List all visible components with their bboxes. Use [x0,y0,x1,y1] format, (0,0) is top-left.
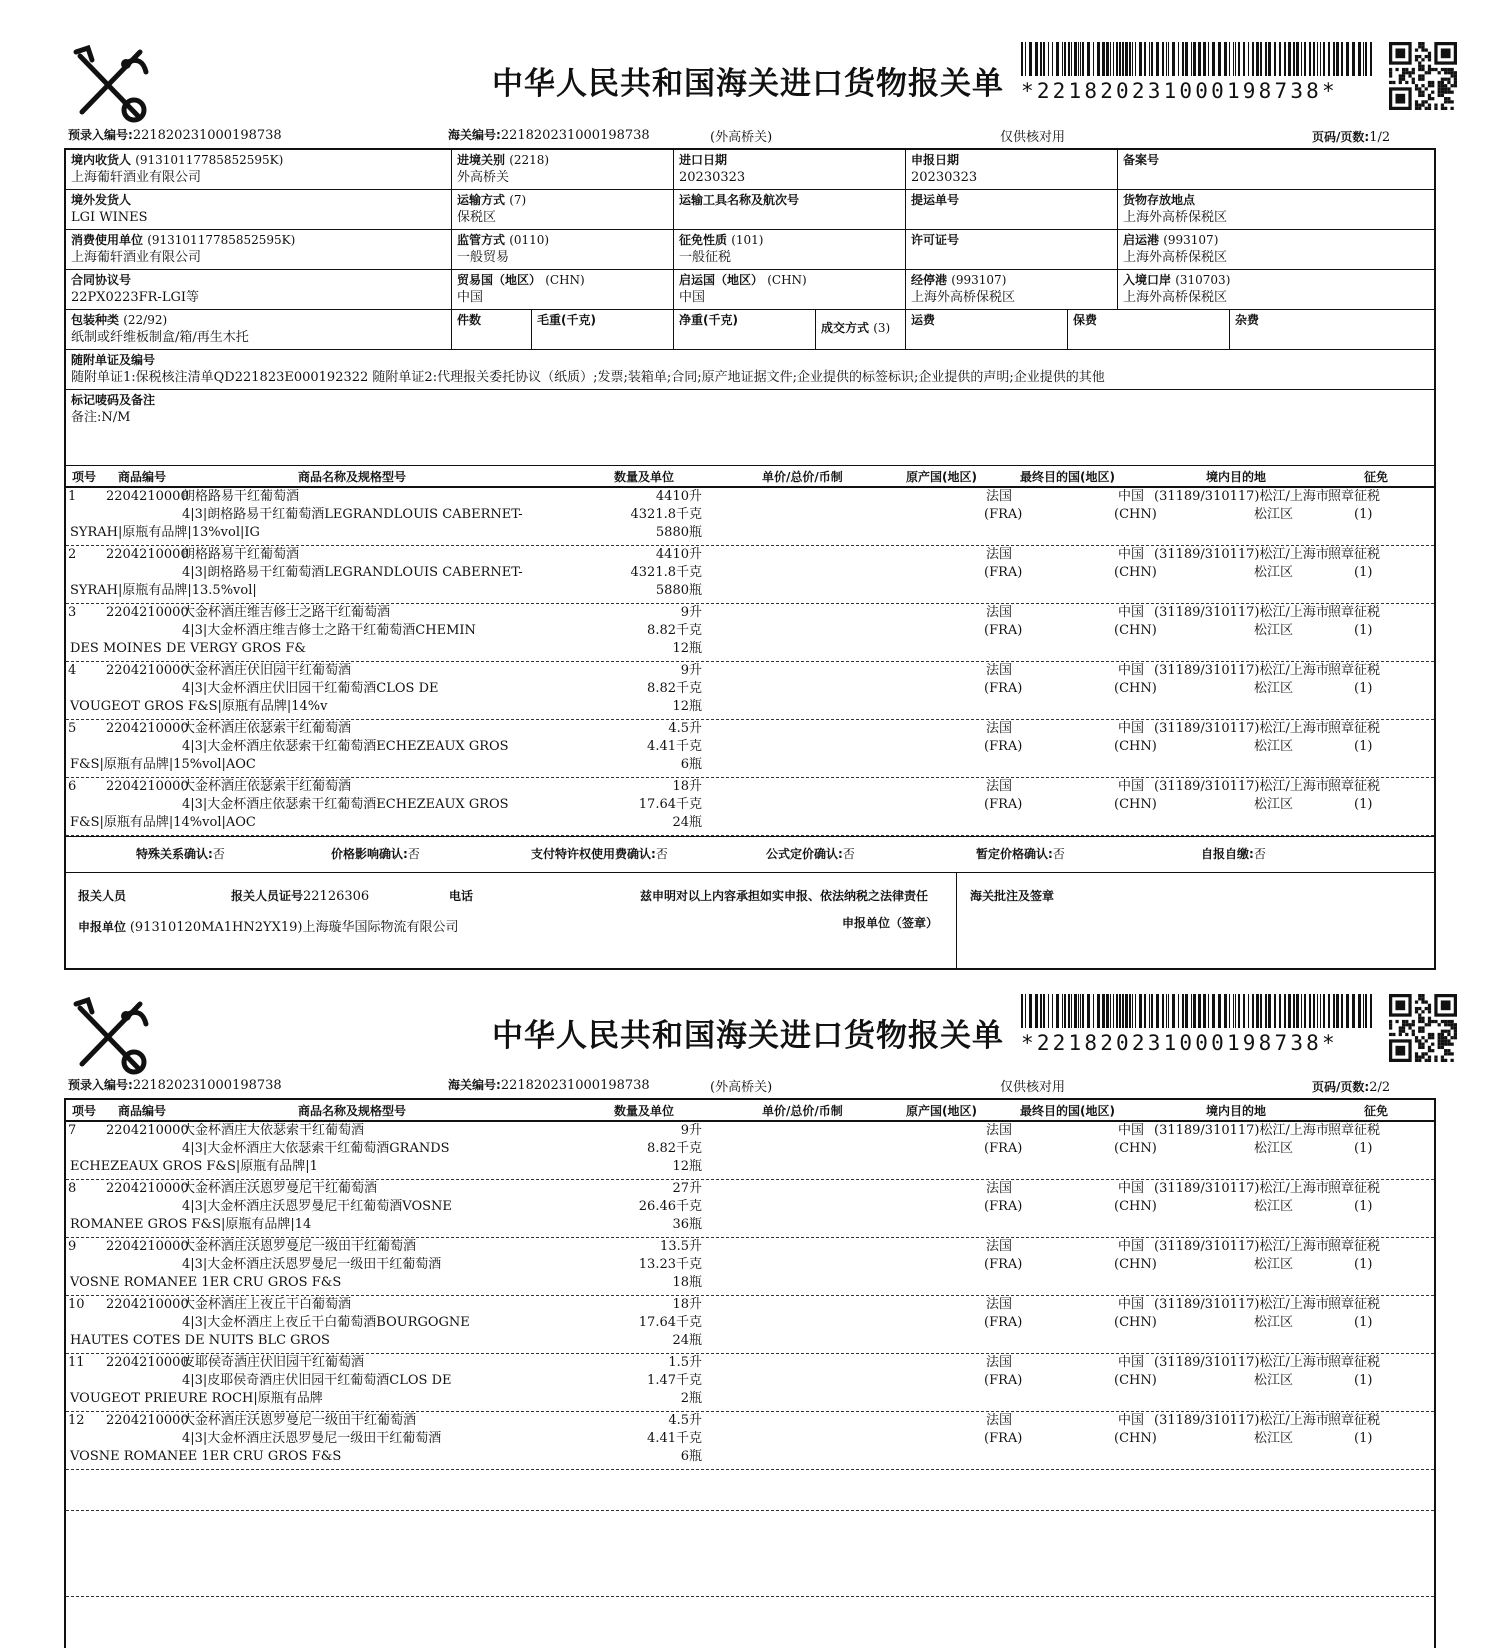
royalty-confirm: 支付特许权使用费确认:否 [531,847,668,861]
item-origin: 法国 [986,663,1013,678]
item-name: 大金杯酒庄依瑟索干红葡萄酒 [182,721,352,736]
item-origin-code: (FRA) [984,739,1023,754]
item-levy-code: (1) [1354,681,1373,696]
vessel-cell: 运输工具名称及航次号 [674,190,906,230]
item-code: 2204210000 [106,1181,189,1196]
shipper-value: LGI WINES [71,210,148,225]
marks-cell: 标记唛码及备注 备注:N/M [66,390,1434,466]
item-levy-code: (1) [1354,1199,1373,1214]
item-code: 2204210000 [106,489,189,504]
item-dest: 中国 [1118,1355,1145,1370]
item-name: 大金杯酒庄沃恩罗曼尼一级田干红葡萄酒 [182,1239,417,1254]
item-origin-code: (FRA) [984,623,1023,638]
table-row [66,604,1434,662]
item-origin: 法国 [986,1413,1013,1428]
item-dest-code: (CHN) [1114,681,1157,696]
customs-office: (外高桥关) [710,1080,773,1095]
item-domestic-dest: (31189/310117)松江/上海市 [1154,721,1329,736]
declare-unit-sign: 申报单位（签章） [842,916,939,930]
user-unit-cell: 消费使用单位 (91310117785852595K) 上海葡轩酒业有限公司 [66,230,452,270]
item-origin-code: (FRA) [984,1431,1023,1446]
item-origin: 法国 [986,489,1013,504]
qr-code [1389,994,1457,1062]
table-row [66,1238,1434,1296]
item-domestic-district: 松江区 [1254,1431,1294,1446]
barcode [1021,994,1373,1054]
item-spec: 4|3|皮耶侯奇酒庄伏旧园干红葡萄酒CLOS DE [182,1373,452,1388]
consignee-label: 境内收货人 (91310117785852595K) [71,153,284,167]
item-domestic-district: 松江区 [1254,1257,1294,1272]
item-spec: 4|3|大金杯酒庄沃恩罗曼尼干红葡萄酒VOSNE [182,1199,452,1214]
declarant-cert: 报关人员证号22126306 [231,889,370,904]
item-quantity-1: 4410升 [655,489,702,504]
item-quantity-1: 1.5升 [668,1355,702,1370]
item-spec: 4|3|大金杯酒庄沃恩罗曼尼一级田干红葡萄酒 [182,1431,442,1446]
storage-cell: 货物存放地点 上海外高桥保税区 [1118,190,1434,230]
item-origin: 法国 [986,1123,1013,1138]
item-levy: 照章征税 [1328,1297,1381,1312]
item-code: 2204210000 [106,1123,189,1138]
item-spec: 4|3|大金杯酒庄沃恩罗曼尼一级田干红葡萄酒 [182,1257,442,1272]
item-spec-cont: VOSNE ROMANEE 1ER CRU GROS F&S [70,1275,342,1290]
legal-statement: 兹申明对以上内容承担如实申报、依法纳税之法律责任 [640,889,929,903]
table-row [66,546,1434,604]
item-code: 2204210000 [106,1355,189,1370]
item-quantity-1: 4.5升 [668,721,702,736]
document-title: 中华人民共和国海关进口货物报关单 [492,66,1004,102]
item-dest: 中国 [1118,721,1145,736]
item-dest: 中国 [1118,779,1145,794]
item-quantity-3: 5880瓶 [655,525,702,540]
misc-fee-cell: 杂费 [1230,310,1434,350]
item-levy-code: (1) [1354,739,1373,754]
item-quantity-2: 8.82千克 [647,1141,702,1156]
item-quantity-2: 17.64千克 [638,797,702,812]
page-2 [0,1000,1500,1648]
item-spec: 4|3|大金杯酒庄大依瑟索干红葡萄酒GRANDS [182,1141,450,1156]
customs-sign-label: 海关批注及签章 [970,889,1055,903]
item-domestic-district: 松江区 [1254,681,1294,696]
item-spec: 4|3|朗格路易干红葡萄酒LEGRANDLOUIS CABERNET- [182,507,523,522]
item-levy-code: (1) [1354,623,1373,638]
item-domestic-dest: (31189/310117)松江/上海市 [1154,1297,1329,1312]
item-code: 2204210000 [106,663,189,678]
import-date-value: 20230323 [679,170,746,185]
item-no: 5 [68,721,77,736]
item-spec-cont: VOUGEOT PRIEURE ROCH|原瓶有品牌 [70,1391,323,1406]
depart-port-cell: 启运港 (993107) 上海外高桥保税区 [1118,230,1434,270]
pre-entry-number: 预录入编号:221820231000198738 [68,128,282,143]
table-row [66,1122,1434,1180]
item-origin: 法国 [986,605,1013,620]
depart-country-cell: 启运国（地区） (CHN) 中国 [674,270,906,310]
item-domestic-dest: (31189/310117)松江/上海市 [1154,547,1329,562]
item-dest: 中国 [1118,1297,1145,1312]
insurance-cell: 保费 [1068,310,1230,350]
item-dest-code: (CHN) [1114,1141,1157,1156]
item-origin: 法国 [986,721,1013,736]
price-influence-confirm: 价格影响确认:否 [331,847,420,861]
item-quantity-2: 4.41千克 [647,1431,702,1446]
table-row [66,1180,1434,1238]
item-dest-code: (CHN) [1114,1431,1157,1446]
barcode [1021,42,1373,102]
special-relation-confirm: 特殊关系确认:否 [136,847,225,861]
item-origin-code: (FRA) [984,565,1023,580]
entry-customs-cell: 进境关别 (2218) 外高桥关 [452,150,674,190]
item-spec-cont: SYRAH|原瓶有品牌|13.5%vol| [70,583,257,598]
item-levy: 照章征税 [1328,1123,1381,1138]
item-domestic-dest: (31189/310117)松江/上海市 [1154,605,1329,620]
item-quantity-3: 18瓶 [672,1275,702,1290]
pieces-cell: 件数 [452,310,532,350]
item-no: 8 [68,1181,77,1196]
item-origin: 法国 [986,1239,1013,1254]
item-domestic-dest: (31189/310117)松江/上海市 [1154,1239,1329,1254]
entry-port-cell: 入境口岸 (310703) 上海外高桥保税区 [1118,270,1434,310]
item-levy-code: (1) [1354,1373,1373,1388]
item-dest-code: (CHN) [1114,1373,1157,1388]
item-dest: 中国 [1118,663,1145,678]
item-domestic-district: 松江区 [1254,1373,1294,1388]
item-no: 6 [68,779,77,794]
import-date-cell: 进口日期 20230323 [674,150,906,190]
item-name: 大金杯酒庄依瑟索干红葡萄酒 [182,779,352,794]
item-quantity-3: 12瓶 [672,641,702,656]
record-cell: 备案号 [1118,150,1434,190]
item-spec-cont: SYRAH|原瓶有品牌|13%vol|IG [70,525,260,540]
item-spec-cont: ROMANEE GROS F&S|原瓶有品牌|14 [70,1217,312,1232]
item-name: 大金杯酒庄沃恩罗曼尼一级田干红葡萄酒 [182,1413,417,1428]
item-domestic-district: 松江区 [1254,1315,1294,1330]
item-dest: 中国 [1118,489,1145,504]
item-quantity-1: 27升 [672,1181,702,1196]
table-row [66,662,1434,720]
levy-nature-cell: 征免性质 (101) 一般征税 [674,230,906,270]
item-quantity-1: 9升 [680,663,702,678]
item-domestic-district: 松江区 [1254,623,1294,638]
item-quantity-2: 4321.8千克 [630,507,702,522]
col-levy: 征免 [1364,470,1389,484]
item-dest: 中国 [1118,1181,1145,1196]
item-dest-code: (CHN) [1114,1257,1157,1272]
item-domestic-district: 松江区 [1254,739,1294,754]
bol-cell: 提运单号 [906,190,1118,230]
page-number: 页码/页数:1/2 [1312,130,1391,145]
item-origin-code: (FRA) [984,1199,1023,1214]
verify-note: 仅供核对用 [1000,1080,1066,1095]
item-levy: 照章征税 [1328,779,1381,794]
item-code: 2204210000 [106,721,189,736]
item-quantity-1: 9升 [680,605,702,620]
item-no: 4 [68,663,77,678]
col-origin: 原产国(地区) [906,470,977,484]
item-name: 朗格路易干红葡萄酒 [182,547,300,562]
attached-docs-value: 随附单证1:保税核注清单QD221823E000192322 随附单证2:代理报关委托协议（纸质）;发票;装箱单;合同;原产地证据文件;企业提供的标签标识;企业提供的声明;企业提供的其他 [71,370,1105,385]
pre-entry-number: 预录入编号:221820231000198738 [68,1078,282,1093]
item-dest: 中国 [1118,605,1145,620]
contract-cell: 合同协议号 22PX0223FR-LGI等 [66,270,452,310]
item-no: 3 [68,605,77,620]
table-row [66,488,1434,546]
item-quantity-3: 24瓶 [672,815,702,830]
item-quantity-3: 6瓶 [680,757,702,772]
item-domestic-district: 松江区 [1254,1141,1294,1156]
item-spec: 4|3|大金杯酒庄上夜丘干白葡萄酒BOURGOGNE [182,1315,470,1330]
barcode-number: *221820231000198738* [1021,79,1338,103]
item-quantity-2: 4.41千克 [647,739,702,754]
item-dest: 中国 [1118,1239,1145,1254]
item-levy: 照章征税 [1328,721,1381,736]
item-domestic-district: 松江区 [1254,797,1294,812]
consignee-value: 上海葡轩酒业有限公司 [71,170,202,185]
formula-price-confirm: 公式定价确认:否 [766,847,855,861]
qr-code [1389,42,1457,110]
item-no: 7 [68,1123,77,1138]
declaration-form [64,148,1436,970]
item-spec: 4|3|大金杯酒庄维吉修士之路干红葡萄酒CHEMIN [182,623,476,638]
customs-number: 海关编号:221820231000198738 [448,1078,650,1093]
item-code: 2204210000 [106,1239,189,1254]
item-quantity-1: 13.5升 [660,1239,702,1254]
net-weight-cell: 净重(千克) [674,310,816,350]
declaration-form-continued [64,1098,1436,1648]
item-domestic-dest: (31189/310117)松江/上海市 [1154,1413,1329,1428]
table-row [66,720,1434,778]
item-code: 2204210000 [106,1413,189,1428]
item-domestic-district: 松江区 [1254,507,1294,522]
item-quantity-2: 17.64千克 [638,1315,702,1330]
item-origin-code: (FRA) [984,1315,1023,1330]
item-spec-cont: DES MOINES DE VERGY GROS F& [70,641,306,656]
item-dest-code: (CHN) [1114,797,1157,812]
item-origin-code: (FRA) [984,681,1023,696]
page-number: 页码/页数:2/2 [1312,1080,1391,1095]
customs-emblem-logo [68,42,154,126]
verify-note: 仅供核对用 [1000,130,1066,145]
item-levy-code: (1) [1354,1141,1373,1156]
item-quantity-2: 4321.8千克 [630,565,702,580]
table-row [66,1354,1434,1412]
supervision-cell: 监管方式 (0110) 一般贸易 [452,230,674,270]
item-dest-code: (CHN) [1114,1199,1157,1214]
item-domestic-district: 松江区 [1254,1199,1294,1214]
item-quantity-3: 36瓶 [672,1217,702,1232]
gross-weight-cell: 毛重(千克) [532,310,674,350]
item-levy-code: (1) [1354,797,1373,812]
declare-unit: 申报单位 (91310120MA1HN2YX19)上海璇华国际物流有限公司 [78,920,459,935]
customs-number: 海关编号:221820231000198738 [448,128,650,143]
item-quantity-2: 8.82千克 [647,623,702,638]
table-row [66,1412,1434,1470]
col-no: 项号 [72,470,97,484]
item-levy: 照章征税 [1328,1355,1381,1370]
barcode-bars [1021,994,1373,1028]
items-table-p1 [66,466,1434,836]
item-name: 大金杯酒庄维吉修士之路干红葡萄酒 [182,605,391,620]
item-origin-code: (FRA) [984,797,1023,812]
provisional-price-confirm: 暂定价格确认:否 [976,847,1065,861]
item-spec-cont: VOUGEOT GROS F&S|原瓶有品牌|14%v [70,699,328,714]
item-origin: 法国 [986,1355,1013,1370]
item-domestic-dest: (31189/310117)松江/上海市 [1154,663,1329,678]
item-quantity-2: 8.82千克 [647,681,702,696]
item-quantity-1: 4410升 [655,547,702,562]
transport-cell: 运输方式 (7) 保税区 [452,190,674,230]
col-domestic-dest: 境内目的地 [1206,470,1267,484]
item-no: 9 [68,1239,77,1254]
item-dest-code: (CHN) [1114,565,1157,580]
item-quantity-3: 24瓶 [672,1333,702,1348]
item-origin-code: (FRA) [984,507,1023,522]
phone-label: 电话 [449,889,474,903]
item-domestic-district: 松江区 [1254,565,1294,580]
item-code: 2204210000 [106,605,189,620]
document-title: 中华人民共和国海关进口货物报关单 [492,1018,1004,1054]
item-levy: 照章征税 [1328,547,1381,562]
col-price: 单价/总价/币制 [762,470,843,484]
col-name: 商品名称及规格型号 [298,470,407,484]
item-spec: 4|3|大金杯酒庄伏旧园干红葡萄酒CLOS DE [182,681,439,696]
item-dest-code: (CHN) [1114,739,1157,754]
item-quantity-2: 13.23千克 [638,1257,702,1272]
item-quantity-1: 18升 [672,779,702,794]
item-quantity-3: 12瓶 [672,1159,702,1174]
item-code: 2204210000 [106,547,189,562]
item-levy-code: (1) [1354,507,1373,522]
item-spec: 4|3|大金杯酒庄依瑟索干红葡萄酒ECHEZEAUX GROS [182,797,509,812]
package-cell: 包装种类 (22/92) 纸制或纤维板制盒/箱/再生木托 [66,310,452,350]
item-spec-cont: F&S|原瓶有品牌|15%vol|AOC [70,757,256,772]
item-spec-cont: HAUTES COTES DE NUITS BLC GROS [70,1333,330,1348]
item-levy: 照章征税 [1328,489,1381,504]
item-quantity-2: 26.46千克 [638,1199,702,1214]
item-quantity-3: 6瓶 [680,1449,702,1464]
customs-emblem-logo [68,994,154,1078]
table-row [66,778,1434,836]
barcode-bars [1021,42,1373,76]
item-origin: 法国 [986,779,1013,794]
item-no: 2 [68,547,77,562]
item-origin: 法国 [986,1181,1013,1196]
self-pay-confirm: 自报自缴:否 [1201,847,1266,861]
item-name: 朗格路易干红葡萄酒 [182,489,300,504]
item-no: 12 [68,1413,85,1428]
attached-docs-cell: 随附单证及编号 随附单证1:保税核注清单QD221823E000192322 随附单证2:代理报关委托协议（纸质）;发票;装箱单;合同;原产地证据文件;企业提供的标签标识;企业提供的声明;企业提供的其他 [66,350,1434,390]
item-origin-code: (FRA) [984,1257,1023,1272]
item-domestic-dest: (31189/310117)松江/上海市 [1154,489,1329,504]
item-name: 大金杯酒庄沃恩罗曼尼干红葡萄酒 [182,1181,378,1196]
item-origin: 法国 [986,547,1013,562]
barcode-number: *221820231000198738* [1021,1031,1338,1055]
declare-date-value: 20230323 [911,170,978,185]
item-dest-code: (CHN) [1114,507,1157,522]
item-no: 1 [68,489,77,504]
col-quantity: 数量及单位 [614,470,675,484]
item-spec-cont: F&S|原瓶有品牌|14%vol|AOC [70,815,256,830]
item-levy-code: (1) [1354,1431,1373,1446]
item-quantity-1: 9升 [680,1123,702,1138]
item-quantity-3: 2瓶 [680,1391,702,1406]
item-quantity-3: 12瓶 [672,699,702,714]
freight-cell: 运费 [906,310,1068,350]
item-domestic-dest: (31189/310117)松江/上海市 [1154,1355,1329,1370]
item-spec-cont: VOSNE ROMANEE 1ER CRU GROS F&S [70,1449,342,1464]
item-domestic-dest: (31189/310117)松江/上海市 [1154,1123,1329,1138]
item-name: 大金杯酒庄大依瑟索干红葡萄酒 [182,1123,365,1138]
item-levy: 照章征税 [1328,663,1381,678]
consignee-cell [66,150,452,190]
item-no: 10 [68,1297,85,1312]
item-spec: 4|3|大金杯酒庄依瑟索干红葡萄酒ECHEZEAUX GROS [182,739,509,754]
item-levy-code: (1) [1354,565,1373,580]
col-dest-country: 最终目的国(地区) [1020,470,1115,484]
item-origin: 法国 [986,1297,1013,1312]
deal-mode-cell: 成交方式 (3) [816,310,906,350]
item-quantity-3: 5880瓶 [655,583,702,598]
item-dest: 中国 [1118,1123,1145,1138]
item-domestic-dest: (31189/310117)松江/上海市 [1154,1181,1329,1196]
trade-country-cell: 贸易国（地区） (CHN) 中国 [452,270,674,310]
table-row [66,1296,1434,1354]
items-table-p2: 项号 商品编号 商品名称及规格型号 数量及单位 单价/总价/币制 原产国(地区) 最终目的国(地区) 境内目的地 征免 7 2204210000 大金杯酒庄大依瑟索干红葡萄酒 4|3|大金杯酒庄大依瑟索干红葡萄酒GRANDS ECHEZEAUX GROS F&S|原瓶有品牌|1 9升 8.82千克 12瓶 法国 (FRA) 中国 (CHN) (31189/310117)松江/上海市 松江区 照章征税 (1) 8 2204210000 大金杯酒庄沃恩罗曼尼干红葡萄酒 4|3|大金杯酒庄沃恩罗曼尼干红葡萄酒VOSNE ROMANEE GROS F&S|原瓶有品牌|14 27升 26.46千克 36瓶 法国 (FRA) 中国 (CHN) (31189/310117)松江/上海市 松江区 照章征税 (1) 9 2204210000 大金杯酒庄沃恩罗曼尼一级田干红葡萄酒 4|3|大金杯酒庄沃恩罗曼尼一级田干红葡萄酒 VOSNE ROMANEE 1ER CRU GROS F&S 13.5升 13.23千克 18瓶 法国 (FRA) 中国 (CHN) (31189/310117)松江/上海市 松江区 照章征税 (1) 10 2204210000 大金杯酒庄上夜丘干白葡萄酒 4|3|大金杯酒庄上夜丘干白葡萄酒BOURGOGNE HAUTES COTES DE NUITS BLC GROS 18升 17.64千克 24瓶 法国 (FRA) 中国 (CHN) (31189/310117)松江/上海市 松江区 照章征税 (1) 11 2204210000 皮耶侯奇酒庄伏旧园干红葡萄酒 4|3|皮耶侯奇酒庄伏旧园干红葡萄酒CLOS DE VOUGEOT PRIEURE ROCH|原瓶有品牌 1.5升 1.47千克 2瓶 法国 (FRA) 中国 (CHN) (31189/310117)松江/上海市 松江区 照章征税 (1) 12 2204210000 大金杯酒庄沃恩罗曼尼一级田干红葡萄酒 4|3|大金杯酒庄沃恩罗曼尼一级田干红葡萄酒 VOSNE ROMANEE 1ER CRU GROS F&S 4.5升 4.41千克 6瓶 法国 (FRA) 中国 (CHN) (31189/310117)松江/上海市 松江区 照章征税 (1) [66,1100,1434,1470]
item-dest: 中国 [1118,547,1145,562]
item-name: 大金杯酒庄伏旧园干红葡萄酒 [182,663,352,678]
item-dest-code: (CHN) [1114,1315,1157,1330]
item-code: 2204210000 [106,779,189,794]
item-levy: 照章征税 [1328,1413,1381,1428]
col-code: 商品编号 [118,470,167,484]
item-spec: 4|3|朗格路易干红葡萄酒LEGRANDLOUIS CABERNET- [182,565,523,580]
item-levy: 照章征税 [1328,605,1381,620]
marks-value: 备注:N/M [71,410,131,425]
transit-port-cell: 经停港 (993107) 上海外高桥保税区 [906,270,1118,310]
item-origin-code: (FRA) [984,1373,1023,1388]
item-spec-cont: ECHEZEAUX GROS F&S|原瓶有品牌|1 [70,1159,318,1174]
shipper-cell: 境外发货人 LGI WINES [66,190,452,230]
item-name: 皮耶侯奇酒庄伏旧园干红葡萄酒 [182,1355,365,1370]
item-dest: 中国 [1118,1413,1145,1428]
item-domestic-dest: (31189/310117)松江/上海市 [1154,779,1329,794]
customs-office: (外高桥关) [710,130,773,145]
item-code: 2204210000 [106,1297,189,1312]
item-quantity-1: 4.5升 [668,1413,702,1428]
item-dest-code: (CHN) [1114,623,1157,638]
item-no: 11 [68,1355,85,1370]
entry-customs-value: 外高桥关 [457,170,510,185]
item-name: 大金杯酒庄上夜丘干白葡萄酒 [182,1297,352,1312]
item-origin-code: (FRA) [984,1141,1023,1156]
item-quantity-1: 18升 [672,1297,702,1312]
item-levy: 照章征税 [1328,1181,1381,1196]
license-cell: 许可证号 [906,230,1118,270]
item-quantity-2: 1.47千克 [647,1373,702,1388]
declare-date-cell: 申报日期 20230323 [906,150,1118,190]
item-levy-code: (1) [1354,1315,1373,1330]
declarant-label: 报关人员 [78,889,127,903]
item-levy-code: (1) [1354,1257,1373,1272]
item-levy: 照章征税 [1328,1239,1381,1254]
